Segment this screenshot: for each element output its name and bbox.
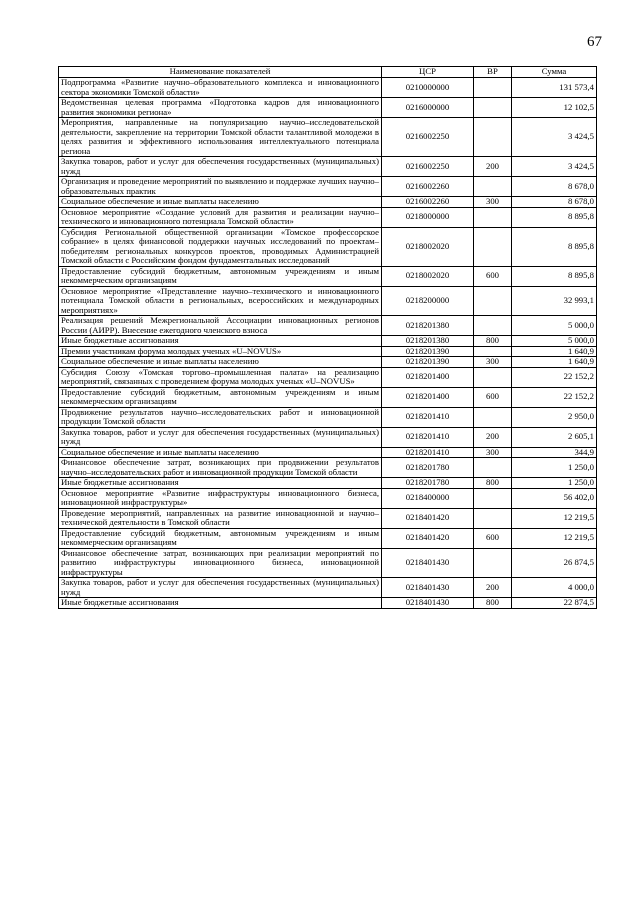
cell-csr: 0218201380 — [382, 336, 474, 347]
cell-sum: 344,9 — [512, 447, 597, 458]
cell-name: Предоставление субсидий бюджетным, автономным учреждениям и иным некоммерческим организациям — [59, 528, 382, 548]
table-row — [59, 387, 597, 407]
cell-name: Продвижение результатов научно–исследовательских работ и инновационной продукции Томской области — [59, 407, 382, 427]
cell-name: Субсидия Союзу «Томская торгово–промышленная палата» на реализацию мероприятий, связанных с проведением форума молодых ученых «U–NOVUS» — [59, 367, 382, 387]
cell-csr: 0218201380 — [382, 316, 474, 336]
cell-sum: 8 895,8 — [512, 266, 597, 286]
cell-csr: 0216002250 — [382, 118, 474, 157]
cell-csr: 0218201410 — [382, 447, 474, 458]
cell-sum: 12 219,5 — [512, 528, 597, 548]
cell-name: Закупка товаров, работ и услуг для обеспечения государственных (муниципальных) нужд — [59, 578, 382, 598]
cell-vr: 300 — [474, 197, 512, 208]
cell-sum: 8 678,0 — [512, 177, 597, 197]
table-row — [59, 177, 597, 197]
cell-csr: 0218401430 — [382, 548, 474, 578]
cell-vr — [474, 227, 512, 266]
cell-csr: 0218002020 — [382, 227, 474, 266]
cell-vr — [474, 458, 512, 478]
table-row — [59, 78, 597, 98]
header-csr: ЦСР — [382, 67, 474, 78]
cell-csr: 0218201400 — [382, 387, 474, 407]
cell-sum: 2 605,1 — [512, 427, 597, 447]
cell-sum: 1 250,0 — [512, 458, 597, 478]
cell-vr — [474, 407, 512, 427]
cell-vr — [474, 316, 512, 336]
cell-vr — [474, 488, 512, 508]
table-row — [59, 447, 597, 458]
cell-csr: 0218201410 — [382, 407, 474, 427]
cell-name: Организация и проведение мероприятий по выявлению и поддержке лучших научно–образовательных практик — [59, 177, 382, 197]
cell-sum: 4 000,0 — [512, 578, 597, 598]
cell-vr: 200 — [474, 578, 512, 598]
table-row — [59, 488, 597, 508]
header-vr: ВР — [474, 67, 512, 78]
cell-vr — [474, 78, 512, 98]
cell-csr: 0218201780 — [382, 478, 474, 489]
cell-vr: 200 — [474, 157, 512, 177]
cell-sum: 8 895,8 — [512, 227, 597, 266]
table-row — [59, 427, 597, 447]
cell-csr: 0218200000 — [382, 286, 474, 316]
cell-vr: 800 — [474, 478, 512, 489]
cell-sum: 5 000,0 — [512, 336, 597, 347]
cell-name: Проведение мероприятий, направленных на развитие инновационной и научно–технической деятельности в Томской области — [59, 508, 382, 528]
cell-sum: 8 895,8 — [512, 207, 597, 227]
cell-sum: 22 874,5 — [512, 598, 597, 609]
cell-vr — [474, 98, 512, 118]
cell-sum: 26 874,5 — [512, 548, 597, 578]
cell-sum: 5 000,0 — [512, 316, 597, 336]
cell-name: Основное мероприятие «Представление научно–технического и инновационного потенциала Томской области в региональных, всероссийских и международных мероприятиях» — [59, 286, 382, 316]
cell-name: Финансовое обеспечение затрат, возникающих при реализации мероприятий по развитию инфраструктуры инновационного бизнеса, инновационной инфраструктуры — [59, 548, 382, 578]
cell-vr: 200 — [474, 427, 512, 447]
table-row — [59, 478, 597, 489]
cell-vr — [474, 286, 512, 316]
cell-name: Реализация решений Межрегиональной Ассоциации инновационных регионов России (АИРР). Внесение ежегодного членского взноса — [59, 316, 382, 336]
cell-csr: 0218401420 — [382, 508, 474, 528]
table-row — [59, 98, 597, 118]
cell-name: Закупка товаров, работ и услуг для обеспечения государственных (муниципальных) нужд — [59, 427, 382, 447]
header-name: Наименование показателей — [59, 67, 382, 78]
table-row — [59, 357, 597, 368]
cell-name: Основное мероприятие «Создание условий для развития и реализации научно–технического и инновационного потенциала Томской области» — [59, 207, 382, 227]
table-row — [59, 346, 597, 357]
cell-sum: 3 424,5 — [512, 118, 597, 157]
cell-name: Подпрограмма «Развитие научно–образовательного комплекса и инновационного сектора экономики Томской области» — [59, 78, 382, 98]
header-sum: Сумма — [512, 67, 597, 78]
cell-csr: 0218201390 — [382, 346, 474, 357]
table-row — [59, 367, 597, 387]
cell-name: Предоставление субсидий бюджетным, автономным учреждениям и иным некоммерческим организациям — [59, 266, 382, 286]
table-row — [59, 548, 597, 578]
table-row — [59, 578, 597, 598]
cell-vr: 300 — [474, 357, 512, 368]
cell-vr — [474, 508, 512, 528]
cell-name: Мероприятия, направленные на популяризацию научно–исследовательской деятельности, закрепление на территории Томской области талантливой молодежи в целях развития и эффективного использования интеллектуального потенциала региона — [59, 118, 382, 157]
cell-vr: 300 — [474, 447, 512, 458]
table-row — [59, 118, 597, 157]
table-row — [59, 598, 597, 609]
cell-csr: 0218201400 — [382, 367, 474, 387]
budget-table — [58, 66, 597, 609]
cell-csr: 0216002250 — [382, 157, 474, 177]
table-row — [59, 266, 597, 286]
table-row — [59, 528, 597, 548]
table-row — [59, 407, 597, 427]
cell-vr — [474, 207, 512, 227]
cell-csr: 0216000000 — [382, 98, 474, 118]
cell-name: Социальное обеспечение и иные выплаты населению — [59, 197, 382, 208]
cell-name: Основное мероприятие «Развитие инфраструктуры инновационного бизнеса, инновационной инфраструктуры» — [59, 488, 382, 508]
cell-sum: 22 152,2 — [512, 387, 597, 407]
cell-sum: 8 678,0 — [512, 197, 597, 208]
cell-csr: 0218401430 — [382, 598, 474, 609]
cell-name: Предоставление субсидий бюджетным, автономным учреждениям и иным некоммерческим организациям — [59, 387, 382, 407]
cell-csr: 0218000000 — [382, 207, 474, 227]
table-row — [59, 458, 597, 478]
table-row — [59, 336, 597, 347]
cell-sum: 1 250,0 — [512, 478, 597, 489]
cell-sum: 2 950,0 — [512, 407, 597, 427]
table-row — [59, 207, 597, 227]
cell-csr: 0218400000 — [382, 488, 474, 508]
cell-sum: 22 152,2 — [512, 367, 597, 387]
cell-vr: 600 — [474, 266, 512, 286]
cell-csr: 0218201410 — [382, 427, 474, 447]
cell-name: Закупка товаров, работ и услуг для обеспечения государственных (муниципальных) нужд — [59, 157, 382, 177]
cell-vr: 600 — [474, 528, 512, 548]
table-row — [59, 508, 597, 528]
cell-csr: 0218401430 — [382, 578, 474, 598]
cell-csr: 0216002260 — [382, 197, 474, 208]
cell-vr — [474, 367, 512, 387]
cell-name: Субсидия Региональной общественной организации «Томское профессорское собрание» в целях финансовой поддержки научных исследований по проектам–победителям региональных конкурсов проектов, проводимых Администрацией Томской области с Российским фондом фундаментальных исследований — [59, 227, 382, 266]
cell-name: Иные бюджетные ассигнования — [59, 336, 382, 347]
cell-csr: 0218201390 — [382, 357, 474, 368]
cell-name: Иные бюджетные ассигнования — [59, 598, 382, 609]
table-body — [59, 78, 597, 609]
table-row — [59, 227, 597, 266]
cell-name: Иные бюджетные ассигнования — [59, 478, 382, 489]
cell-vr — [474, 346, 512, 357]
cell-name: Социальное обеспечение и иные выплаты населению — [59, 357, 382, 368]
cell-sum: 1 640,9 — [512, 346, 597, 357]
table-row — [59, 157, 597, 177]
cell-csr: 0216002260 — [382, 177, 474, 197]
cell-vr — [474, 177, 512, 197]
cell-vr: 800 — [474, 336, 512, 347]
cell-name: Ведомственная целевая программа «Подготовка кадров для инновационного развития экономики региона» — [59, 98, 382, 118]
cell-sum: 12 102,5 — [512, 98, 597, 118]
cell-sum: 131 573,4 — [512, 78, 597, 98]
cell-name: Финансовое обеспечение затрат, возникающих при продвижении результатов научно–исследовательских работ и инновационной продукции Томской области — [59, 458, 382, 478]
cell-sum: 56 402,0 — [512, 488, 597, 508]
cell-name: Социальное обеспечение и иные выплаты населению — [59, 447, 382, 458]
table-header-row — [59, 67, 597, 78]
cell-name: Премии участникам форума молодых ученых «U–NOVUS» — [59, 346, 382, 357]
table-row — [59, 316, 597, 336]
table-row — [59, 197, 597, 208]
cell-sum: 12 219,5 — [512, 508, 597, 528]
cell-sum: 32 993,1 — [512, 286, 597, 316]
cell-sum: 1 640,9 — [512, 357, 597, 368]
cell-csr: 0218002020 — [382, 266, 474, 286]
table-row — [59, 286, 597, 316]
cell-sum: 3 424,5 — [512, 157, 597, 177]
cell-vr — [474, 118, 512, 157]
cell-csr: 0218201780 — [382, 458, 474, 478]
cell-vr — [474, 548, 512, 578]
page-number: 67 — [587, 34, 602, 50]
cell-csr: 0218401420 — [382, 528, 474, 548]
cell-vr: 800 — [474, 598, 512, 609]
cell-csr: 0210000000 — [382, 78, 474, 98]
cell-vr: 600 — [474, 387, 512, 407]
